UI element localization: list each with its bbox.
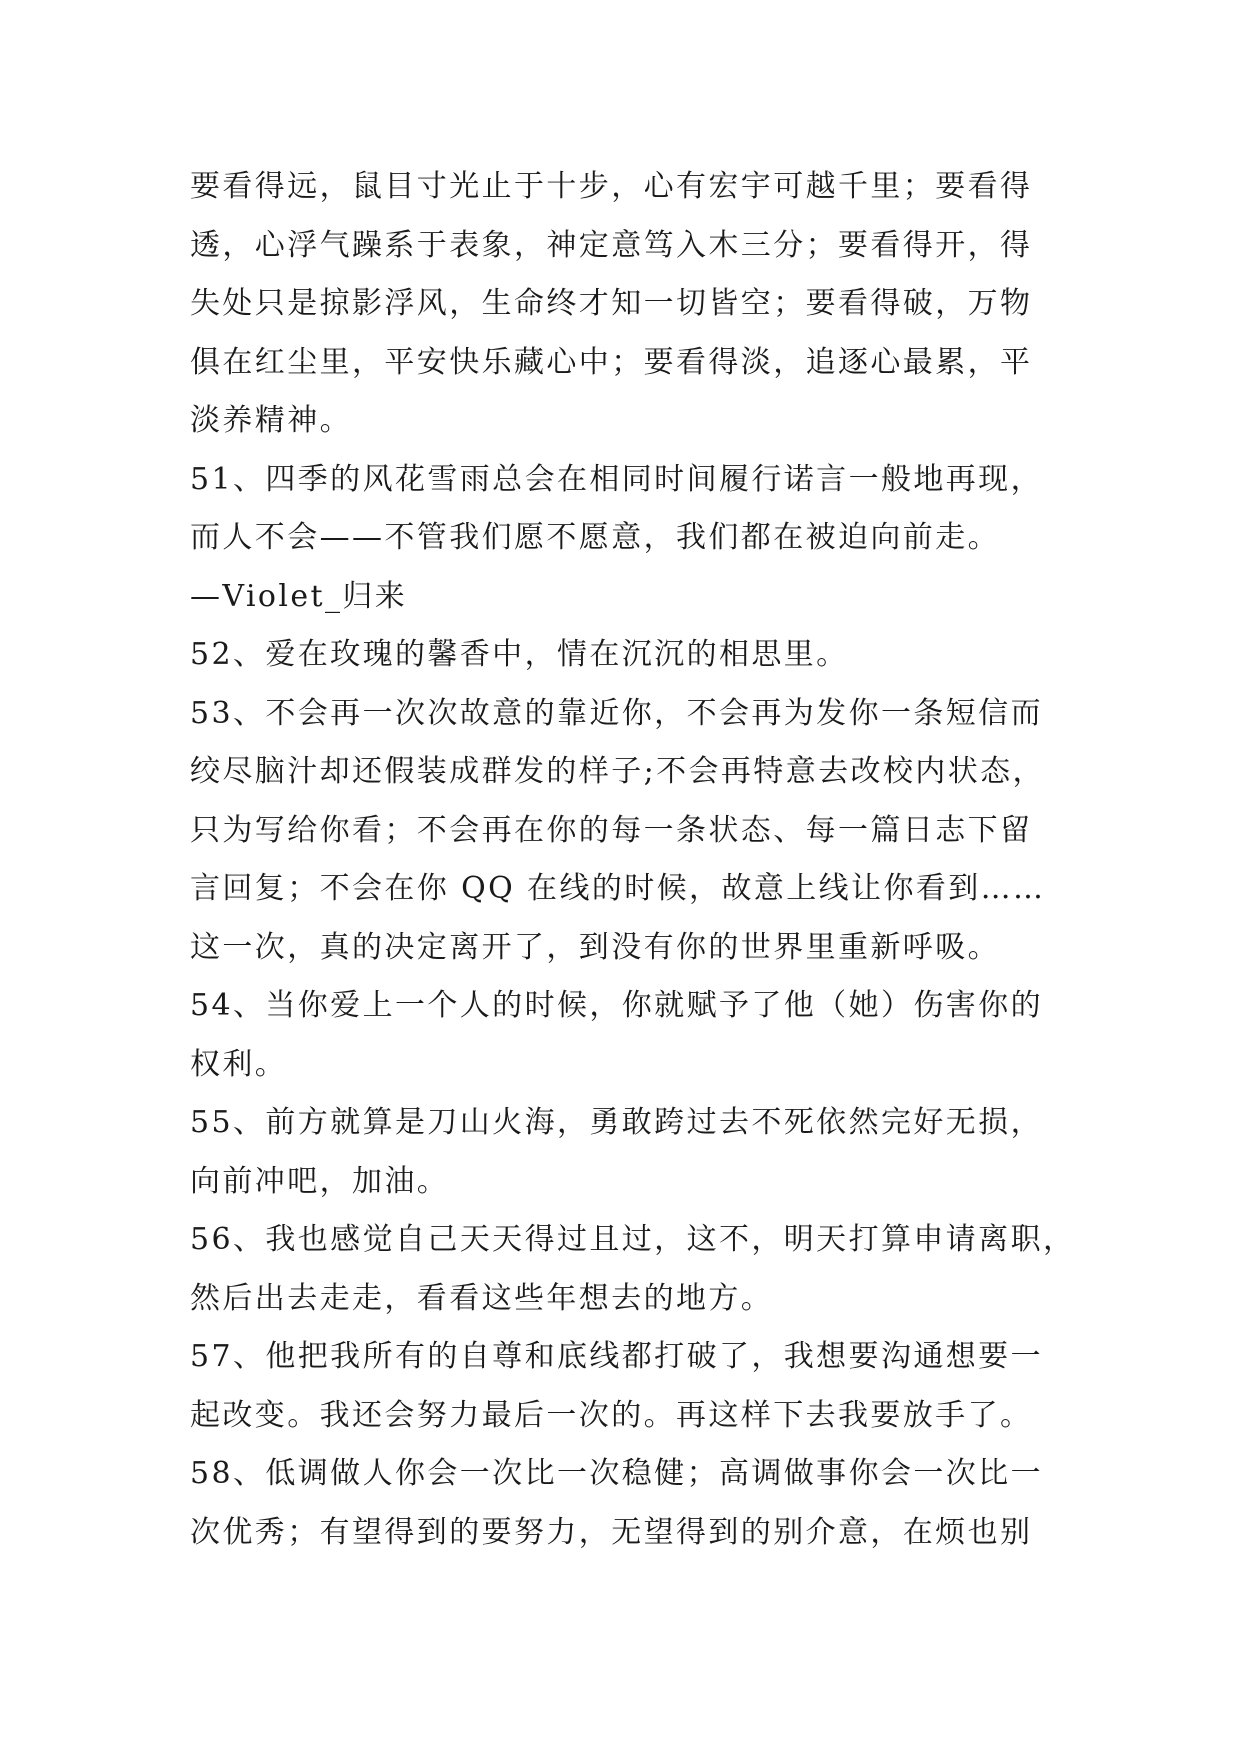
text-line: 只为写给你看；不会再在你的每一条状态、每一篇日志下留 bbox=[190, 812, 1033, 848]
body-text bbox=[190, 158, 1076, 1562]
text-line: 52、爱在玫瑰的馨香中，情在沉沉的相思里。 bbox=[190, 637, 849, 672]
text-line: 51、四季的风花雪雨总会在相同时间履行诺言一般地再现， bbox=[190, 461, 1043, 497]
text-line: 权利。 bbox=[190, 1046, 288, 1082]
text-line: 然后出去走走，看看这些年想去的地方。 bbox=[190, 1280, 774, 1316]
text-line: 俱在红尘里，平安快乐藏心中；要看得淡，追逐心最累，平 bbox=[190, 344, 1033, 380]
text-line: —Violet_归来 bbox=[190, 578, 408, 614]
text-line: 56、我也感觉自己天天得过且过，这不，明天打算申请离职， bbox=[190, 1222, 1076, 1257]
text-line: 淡养精神。 bbox=[190, 403, 352, 438]
text-line: 57、他把我所有的自尊和底线都打破了，我想要沟通想要一 bbox=[190, 1339, 1043, 1374]
text-line: 绞尽脑汁却还假装成群发的样子;不会再特意去改校内状态， bbox=[190, 754, 1045, 789]
text-line: 失处只是掠影浮风，生命终才知一切皆空；要看得破，万物 bbox=[190, 286, 1033, 321]
text-line: 起改变。我还会努力最后一次的。再这样下去我要放手了。 bbox=[190, 1397, 1033, 1433]
text-line: 这一次，真的决定离开了，到没有你的世界里重新呼吸。 bbox=[190, 929, 1000, 965]
text-line: 而人不会——不管我们愿不愿意，我们都在被迫向前走。 bbox=[190, 520, 1000, 555]
text-line: 次优秀；有望得到的要努力，无望得到的别介意，在烦也别 bbox=[190, 1514, 1033, 1550]
text-line: 言回复；不会在你 QQ 在线的时候，故意上线让你看到…… bbox=[190, 871, 1046, 906]
text-line: 要看得远，鼠目寸光止于十步，心有宏宇可越千里；要看得 bbox=[190, 169, 1033, 204]
text-line: 透，心浮气躁系于表象，神定意笃入木三分；要看得开，得 bbox=[190, 227, 1033, 263]
text-line: 54、当你爱上一个人的时候，你就赋予了他（她）伤害你的 bbox=[190, 988, 1043, 1023]
text-line: 58、低调做人你会一次比一次稳健；高调做事你会一次比一 bbox=[190, 1456, 1043, 1491]
text-line: 向前冲吧，加油。 bbox=[190, 1163, 450, 1199]
text-line: 53、不会再一次次故意的靠近你，不会再为发你一条短信而 bbox=[190, 695, 1043, 731]
text-line: 55、前方就算是刀山火海，勇敢跨过去不死依然完好无损， bbox=[190, 1105, 1043, 1140]
